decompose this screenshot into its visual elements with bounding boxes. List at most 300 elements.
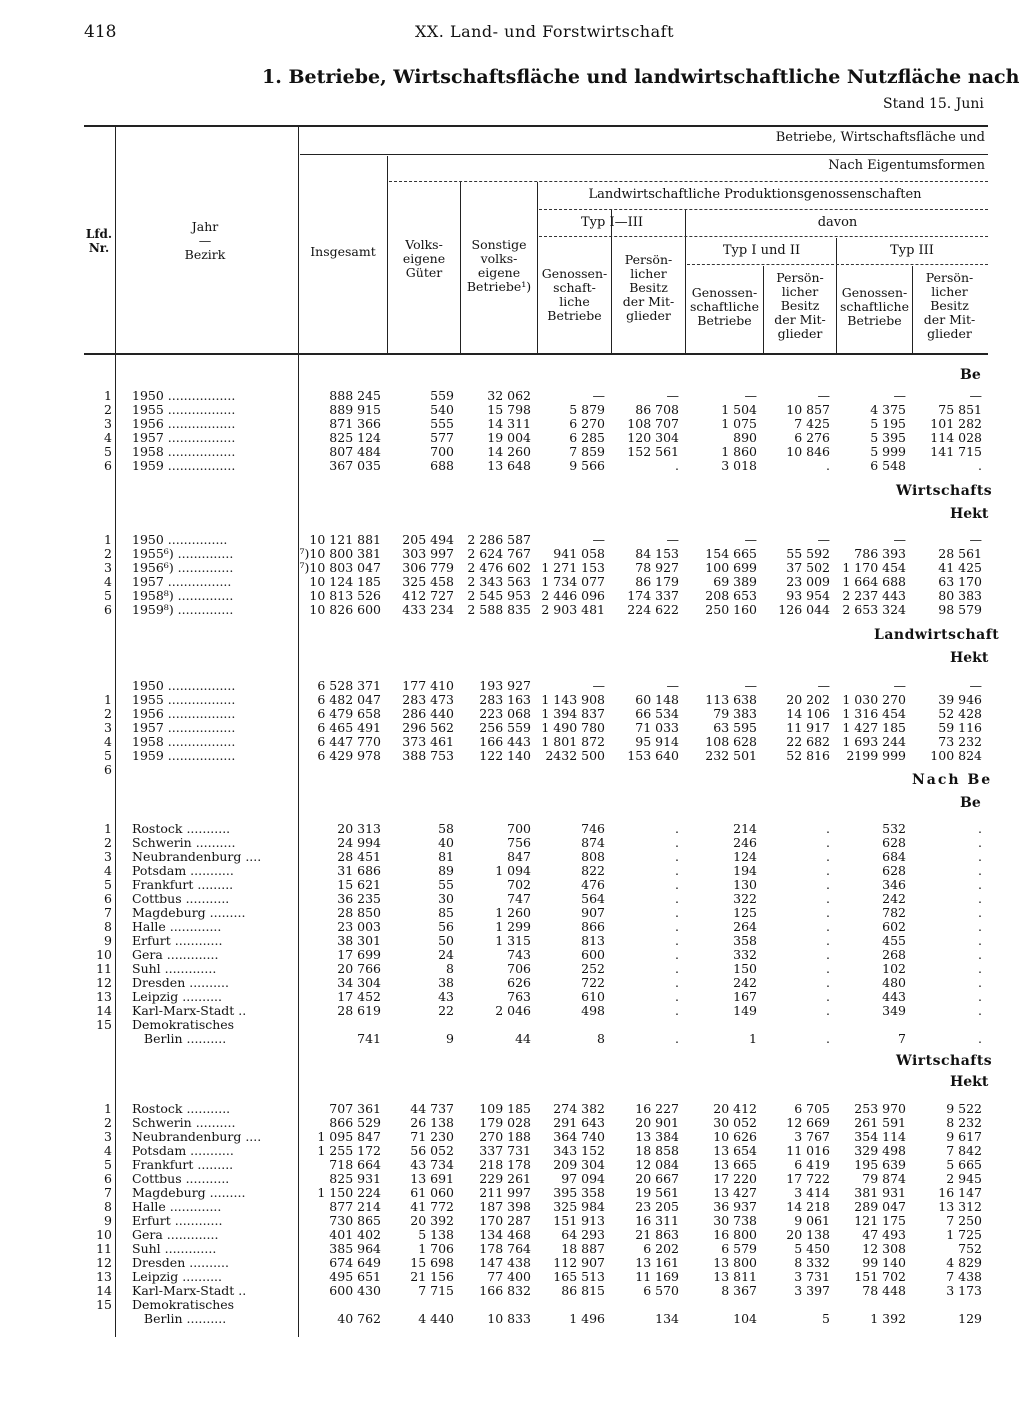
table-cell: 564: [581, 892, 605, 906]
row-number: 15: [96, 1018, 112, 1032]
table-cell: 22 682: [786, 735, 830, 749]
row-number: 6: [104, 763, 112, 777]
table-cell: [387, 1298, 460, 1312]
table-cell: 2 237 443: [842, 589, 906, 603]
table-cell: 30 738: [713, 1214, 757, 1228]
table-cell: 7: [898, 1032, 906, 1046]
table-cell: —: [969, 389, 982, 403]
table-cell: 303 997: [402, 547, 454, 561]
table-cell: 28 451: [337, 850, 381, 864]
table-cell: 78 927: [635, 561, 679, 575]
row-label: 1955 .................: [132, 403, 236, 417]
table-cell: 600 430: [329, 1284, 381, 1298]
table-cell: 30: [438, 892, 454, 906]
row-number: 2: [104, 403, 112, 417]
hdr-persoenl-3: Persön- licher Besitz der Mit- glieder: [923, 270, 976, 341]
table-cell: 877 214: [329, 1200, 381, 1214]
table-cell: 61 060: [410, 1186, 454, 1200]
table-cell: 1 693 244: [842, 735, 906, 749]
label-betriebe-2: Be: [960, 795, 981, 811]
table-cell: 825 124: [329, 431, 381, 445]
table-cell: 3 018: [721, 459, 757, 473]
table-cell: 2199 999: [846, 749, 906, 763]
table-cell: 4 440: [418, 1312, 454, 1326]
table-cell: 13 665: [713, 1158, 757, 1172]
table-cell: 941 058: [553, 547, 605, 561]
table-cell: 388 753: [402, 749, 454, 763]
hdr-typ-1-2: Typ I und II: [722, 243, 801, 258]
table-row: [84, 1298, 988, 1312]
table-cell: .: [978, 920, 982, 934]
row-label: Karl-Marx-Stadt ..: [132, 1284, 247, 1298]
table-row: [84, 735, 988, 749]
table-cell: .: [826, 976, 830, 990]
hdr-typ-1-3: Typ I—III: [580, 215, 643, 230]
table-cell: [460, 1018, 537, 1032]
table-cell: 28 561: [938, 547, 982, 561]
table-cell: 7 438: [946, 1270, 982, 1284]
table-cell: 20 412: [713, 1102, 757, 1116]
table-cell: 5 999: [870, 445, 906, 459]
table-cell: 7 842: [946, 1144, 982, 1158]
table-cell: .: [978, 976, 982, 990]
table-cell: [836, 1018, 912, 1032]
table-cell: 9 566: [569, 459, 605, 473]
table-cell: 16 800: [713, 1228, 757, 1242]
table-row: [84, 1004, 988, 1018]
table-cell: 69 389: [713, 575, 757, 589]
table-cell: 532: [882, 822, 906, 836]
row-number: 6: [104, 1172, 112, 1186]
table-cell: 822: [581, 864, 605, 878]
rule-under-typ: [687, 264, 988, 265]
table-cell: 77 400: [487, 1270, 531, 1284]
table-cell: .: [675, 962, 679, 976]
table-cell: 367 035: [329, 459, 381, 473]
table-row: [84, 1256, 988, 1270]
row-label: Magdeburg .........: [132, 906, 246, 920]
table-cell: [611, 763, 685, 777]
table-cell: 756: [507, 836, 531, 850]
table-cell: 13 384: [635, 1130, 679, 1144]
table-cell: .: [978, 459, 982, 473]
table-cell: 17 699: [337, 948, 381, 962]
table-row: [84, 417, 988, 431]
table-cell: .: [675, 948, 679, 962]
table-row: [84, 1312, 988, 1326]
table-cell: —: [666, 679, 679, 693]
table-cell: 4 375: [870, 403, 906, 417]
table-cell: 1 030 270: [842, 693, 906, 707]
table-cell: 20 138: [786, 1228, 830, 1242]
table-cell: 152 561: [627, 445, 679, 459]
table-cell: 55 592: [786, 547, 830, 561]
table-cell: 64 293: [561, 1228, 605, 1242]
row-number: 7: [104, 1186, 112, 1200]
table-cell: —: [817, 533, 830, 547]
table-cell: 5 665: [946, 1158, 982, 1172]
rule-after-typ13: [685, 210, 686, 353]
row-label: Demokratisches: [132, 1298, 235, 1312]
row-number: 2: [104, 1116, 112, 1130]
rule-under-eigentum: [389, 181, 988, 182]
table-cell: —: [592, 679, 605, 693]
row-label: 1957 ................: [132, 575, 232, 589]
table-cell: 381 931: [854, 1186, 906, 1200]
table-cell: 1 801 872: [541, 735, 605, 749]
table-cell: 16 227: [635, 1102, 679, 1116]
table-cell: 707 361: [329, 1102, 381, 1116]
table-cell: 246: [733, 836, 757, 850]
table-cell: 5: [822, 1312, 830, 1326]
row-number: 1: [104, 693, 112, 707]
table-cell: 261 591: [854, 1116, 906, 1130]
row-label: 1956 .................: [132, 417, 236, 431]
table-cell: 44 737: [410, 1102, 454, 1116]
table-cell: .: [675, 459, 679, 473]
table-cell: .: [675, 822, 679, 836]
table-cell: 19 561: [635, 1186, 679, 1200]
table-cell: [460, 1298, 537, 1312]
table-cell: —: [969, 679, 982, 693]
table-cell: 86 179: [635, 575, 679, 589]
table-cell: 9 522: [946, 1102, 982, 1116]
row-label: 1950 ...............: [132, 533, 228, 547]
table-cell: [611, 1018, 685, 1032]
table-cell: 18 887: [561, 1242, 605, 1256]
table-row: [84, 1144, 988, 1158]
running-head: XX. Land- und Forstwirtschaft: [415, 22, 674, 41]
table-row: [84, 431, 988, 445]
hdr-genossen-3: Genossen- schaftliche Betriebe: [839, 285, 909, 328]
hdr-davon: davon: [817, 215, 858, 230]
table-cell: 55: [438, 878, 454, 892]
table-cell: 11 169: [635, 1270, 679, 1284]
table-row: [84, 575, 988, 589]
table-cell: [387, 763, 460, 777]
table-cell: 8: [446, 962, 454, 976]
table-cell: 364 740: [553, 1130, 605, 1144]
table-cell: 5 195: [870, 417, 906, 431]
table-cell: 93 954: [786, 589, 830, 603]
table-cell: .: [826, 878, 830, 892]
table-cell: 1 734 077: [541, 575, 605, 589]
table-cell: .: [675, 920, 679, 934]
table-cell: 722: [581, 976, 605, 990]
table-cell: 130: [733, 878, 757, 892]
row-number: 11: [96, 1242, 112, 1256]
table-cell: .: [978, 836, 982, 850]
table-cell: 8 332: [794, 1256, 830, 1270]
table-cell: .: [675, 976, 679, 990]
table-cell: 1 490 780: [541, 721, 605, 735]
table-cell: 6 429 978: [317, 749, 381, 763]
table-row: [84, 533, 988, 547]
table-row: [84, 878, 988, 892]
label-hekt-3: Hekt: [950, 1074, 989, 1090]
table-cell: 86 815: [561, 1284, 605, 1298]
table-cell: 274 382: [553, 1102, 605, 1116]
table-cell: 38 301: [337, 934, 381, 948]
table-cell: 108 707: [627, 417, 679, 431]
table-cell: .: [826, 836, 830, 850]
table-cell: 1 860: [721, 445, 757, 459]
table-cell: 113 638: [705, 693, 757, 707]
table-cell: 322: [733, 892, 757, 906]
table-cell: 1 427 185: [842, 721, 906, 735]
header-bottom-rule: [84, 353, 988, 355]
hdr-volkseigene: Volks- eigene Güter: [402, 237, 446, 280]
table-cell: —: [666, 389, 679, 403]
row-label: Frankfurt .........: [132, 878, 234, 892]
table-row: [84, 679, 988, 693]
table-cell: 141 715: [930, 445, 982, 459]
table-cell: 58: [438, 822, 454, 836]
table-cell: [912, 1298, 988, 1312]
row-label: 1958 .................: [132, 445, 236, 459]
table-cell: 41 772: [410, 1200, 454, 1214]
table-cell: 14 218: [786, 1200, 830, 1214]
row-number: 5: [104, 589, 112, 603]
section-wirtschaftsflaeche-bezirke: [84, 1102, 988, 1326]
row-number: 3: [104, 721, 112, 735]
table-cell: 166 443: [479, 735, 531, 749]
table-cell: 395 358: [553, 1186, 605, 1200]
row-label: Demokratisches: [132, 1018, 235, 1032]
table-cell: 194: [733, 864, 757, 878]
table-cell: 577: [430, 431, 454, 445]
table-cell: 12 308: [862, 1242, 906, 1256]
table-cell: 39 946: [938, 693, 982, 707]
table-cell: 179 028: [479, 1116, 531, 1130]
table-row: [84, 589, 988, 603]
table-cell: 193 927: [479, 679, 531, 693]
table-cell: 28 850: [337, 906, 381, 920]
table-cell: 6 447 770: [317, 735, 381, 749]
table-cell: 5 450: [794, 1242, 830, 1256]
table-cell: 684: [882, 850, 906, 864]
table-cell: 1 725: [946, 1228, 982, 1242]
table-row: [84, 693, 988, 707]
row-label: Gera .............: [132, 1228, 219, 1242]
table-row: [84, 906, 988, 920]
row-label: 1950 .................: [132, 679, 236, 693]
table-cell: 807 484: [329, 445, 381, 459]
table-cell: 86 708: [635, 403, 679, 417]
table-row: [84, 1270, 988, 1284]
table-cell: 151 913: [553, 1214, 605, 1228]
table-row: [84, 1284, 988, 1298]
table-cell: 153 640: [627, 749, 679, 763]
table-row: [84, 934, 988, 948]
table-cell: .: [675, 906, 679, 920]
row-number: 9: [104, 1214, 112, 1228]
row-label: Cottbus ...........: [132, 1172, 230, 1186]
row-label: Neubrandenburg ....: [132, 1130, 262, 1144]
hdr-eigentum: Nach Eigentumsformen: [828, 158, 985, 173]
row-number: 1: [104, 1102, 112, 1116]
table-cell: 50: [438, 934, 454, 948]
table-cell: 6 579: [721, 1242, 757, 1256]
table-cell: .: [675, 934, 679, 948]
table-cell: 358: [733, 934, 757, 948]
table-cell: [299, 763, 387, 777]
row-number: 5: [104, 445, 112, 459]
table-cell: 52 428: [938, 707, 982, 721]
table-cell: 10 846: [786, 445, 830, 459]
table-cell: 223 068: [479, 707, 531, 721]
table-cell: [763, 763, 836, 777]
table-cell: 1 664 688: [842, 575, 906, 589]
table-row: [84, 707, 988, 721]
table-cell: 1 299: [495, 920, 531, 934]
row-label: Schwerin ..........: [132, 1116, 236, 1130]
table-cell: 306 779: [402, 561, 454, 575]
table-cell: 495 651: [329, 1270, 381, 1284]
table-cell: 2 945: [946, 1172, 982, 1186]
table-cell: 6 528 371: [317, 679, 381, 693]
table-cell: [763, 1018, 836, 1032]
table-row: [84, 822, 988, 836]
table-cell: 4 829: [946, 1256, 982, 1270]
table-cell: 10 826 600: [309, 603, 381, 617]
row-number: 6: [104, 603, 112, 617]
table-cell: 134 468: [479, 1228, 531, 1242]
table-cell: 7 425: [794, 417, 830, 431]
table-row: [84, 1032, 988, 1046]
table-cell: 84 153: [635, 547, 679, 561]
table-cell: 610: [581, 990, 605, 1004]
table-row: [84, 1214, 988, 1228]
table-cell: 101 282: [930, 417, 982, 431]
table-cell: .: [978, 1004, 982, 1018]
table-cell: 100 699: [705, 561, 757, 575]
table-cell: .: [675, 990, 679, 1004]
table-cell: .: [675, 1032, 679, 1046]
table-cell: 412 727: [402, 589, 454, 603]
table-cell: 15 698: [410, 1256, 454, 1270]
table-cell: .: [978, 850, 982, 864]
table-cell: 167: [733, 990, 757, 1004]
row-number: 3: [104, 850, 112, 864]
row-number: [84, 679, 116, 693]
table-cell: 337 731: [479, 1144, 531, 1158]
hdr-jahr: Jahr: [191, 219, 219, 234]
table-cell: 741: [357, 1032, 381, 1046]
table-cell: —: [744, 533, 757, 547]
table-cell: [685, 1018, 763, 1032]
table-cell: [537, 1298, 611, 1312]
table-cell: .: [826, 920, 830, 934]
table-cell: 866 529: [329, 1116, 381, 1130]
row-label: Leipzig ..........: [132, 990, 222, 1004]
row-number: 2: [104, 547, 112, 561]
table-cell: ⁷)10 803 047: [299, 561, 381, 575]
table-cell: 1 094: [495, 864, 531, 878]
table-cell: 34 304: [337, 976, 381, 990]
table-cell: 3 767: [794, 1130, 830, 1144]
table-cell: 63 170: [938, 575, 982, 589]
table-cell: 746: [581, 822, 605, 836]
table-cell: 349: [882, 1004, 906, 1018]
row-label: Erfurt ............: [132, 934, 223, 948]
table-cell: 6 479 658: [317, 707, 381, 721]
row-label: Cottbus ...........: [132, 892, 230, 906]
table-row: [84, 962, 988, 976]
table-cell: 1 170 454: [842, 561, 906, 575]
table-row: [84, 1228, 988, 1242]
table-cell: 6 276: [794, 431, 830, 445]
table-row: [84, 403, 988, 417]
table-cell: 95 914: [635, 735, 679, 749]
table-cell: 98 579: [938, 603, 982, 617]
table-row: [84, 763, 988, 777]
table-cell: [537, 1018, 611, 1032]
table-cell: 20 313: [337, 822, 381, 836]
row-number: 5: [104, 749, 112, 763]
table-cell: 24 994: [337, 836, 381, 850]
hdr-typ-3: Typ III: [890, 243, 934, 258]
table-cell: 13 800: [713, 1256, 757, 1270]
table-cell: 166 832: [479, 1284, 531, 1298]
table-cell: 1 150 224: [317, 1186, 381, 1200]
table-cell: [537, 763, 611, 777]
row-label: 1950 .................: [132, 389, 236, 403]
table-cell: 16 147: [938, 1186, 982, 1200]
table-cell: 26 138: [410, 1116, 454, 1130]
table-cell: 296 562: [402, 721, 454, 735]
row-number: 8: [104, 920, 112, 934]
table-cell: 253 970: [854, 1102, 906, 1116]
table-cell: 747: [507, 892, 531, 906]
table-cell: 1 260: [495, 906, 531, 920]
row-number: 4: [104, 735, 112, 749]
row-number: 6: [104, 459, 112, 473]
table-cell: 129: [958, 1312, 982, 1326]
row-label: Magdeburg .........: [132, 1186, 246, 1200]
table-cell: 385 964: [329, 1242, 381, 1256]
table-cell: 224 622: [627, 603, 679, 617]
table-cell: 1 315: [495, 934, 531, 948]
table-cell: 56: [438, 920, 454, 934]
table-cell: .: [978, 934, 982, 948]
table-cell: 209 304: [553, 1158, 605, 1172]
table-cell: 433 234: [402, 603, 454, 617]
table-cell: 555: [430, 417, 454, 431]
table-cell: 66 534: [635, 707, 679, 721]
hdr-top-group: Betriebe, Wirtschaftsfläche und: [775, 130, 985, 145]
table-row: [84, 990, 988, 1004]
table-cell: 102: [882, 962, 906, 976]
table-cell: .: [826, 850, 830, 864]
row-number: 3: [104, 561, 112, 575]
table-cell: 30 052: [713, 1116, 757, 1130]
row-number: 6: [104, 892, 112, 906]
table-cell: 1 255 172: [317, 1144, 381, 1158]
section-wirtschaftsflaeche-jahre: [84, 533, 988, 617]
table-cell: 498: [581, 1004, 605, 1018]
table-cell: 6 285: [569, 431, 605, 445]
table-cell: 3 397: [794, 1284, 830, 1298]
table-cell: 40 762: [337, 1312, 381, 1326]
table-cell: —: [744, 389, 757, 403]
table-cell: .: [826, 962, 830, 976]
table-cell: 12 669: [786, 1116, 830, 1130]
table-cell: 1 271 153: [541, 561, 605, 575]
table-cell: 329 498: [854, 1144, 906, 1158]
table-row: [84, 749, 988, 763]
table-cell: —: [592, 533, 605, 547]
